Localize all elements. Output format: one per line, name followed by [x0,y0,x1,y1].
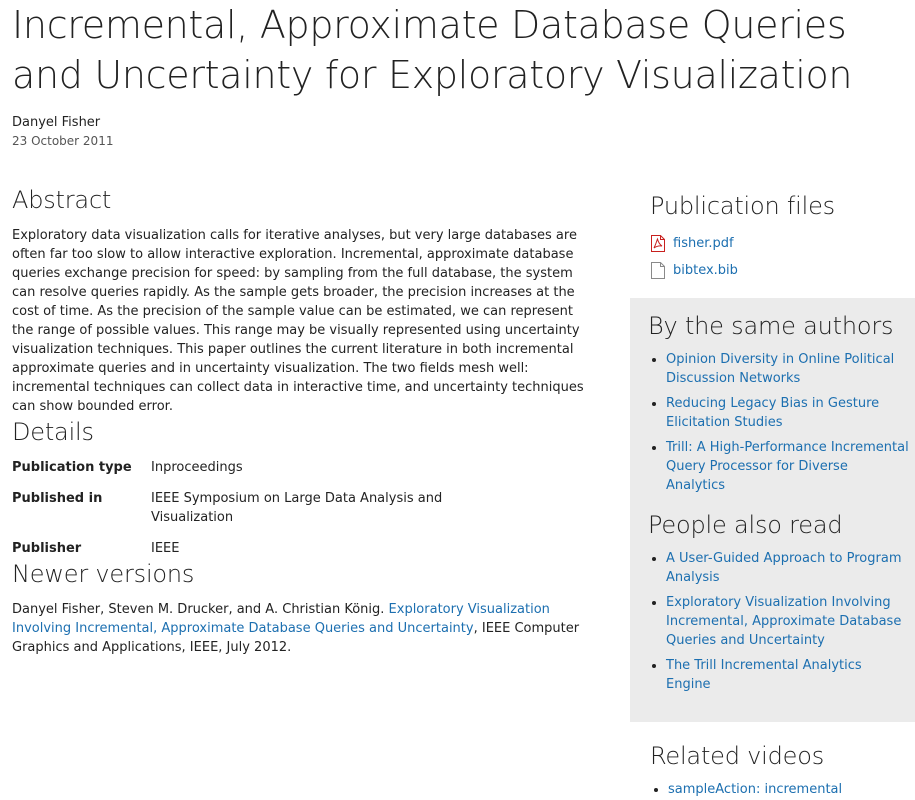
abstract-heading: Abstract [12,186,112,214]
publication-date: 23 October 2011 [12,134,114,148]
details-row [12,489,471,527]
citation-authors: Danyel Fisher, Steven M. Drucker, and A. Christian König. [12,602,389,617]
newer-versions-heading: Newer versions [12,560,195,588]
related-videos-list [650,780,910,799]
details-heading: Details [12,418,94,446]
list-item [668,780,910,799]
details-row [12,458,471,477]
related-videos-heading: Related videos [650,742,825,770]
details-label: Published in [12,491,103,506]
publication-files-section [650,190,910,284]
list-item [666,549,910,587]
file-link-pdf[interactable]: fisher.pdf [673,236,734,251]
file-item[interactable] [650,230,910,257]
also-read-link[interactable]: A User-Guided Approach to Program Analysis [666,551,902,585]
details-row [12,539,471,558]
author-name: Danyel Fisher [12,115,101,130]
citation-suffix: , IEEE Computer Graphics and Applications, IEEE, July 2012. [12,621,580,655]
pdf-file-icon [650,235,673,253]
same-authors-link[interactable]: Trill: A High-Performance Incremental Query Processor for Diverse Analytics [666,440,909,493]
same-authors-link[interactable]: Opinion Diversity in Online Political Discussion Networks [666,352,895,386]
people-also-read-list [648,549,910,694]
page-title: Incremental, Approximate Database Queries and Uncertainty for Exploratory Visualization [12,3,853,97]
also-read-link[interactable]: Exploratory Visualization Involving Incremental, Approximate Database Queries and Uncertainty [666,595,902,648]
same-authors-link[interactable]: Reducing Legacy Bias in Gesture Elicitation Studies [666,396,880,430]
main-content [12,184,597,657]
list-item [666,394,910,432]
file-link-bib[interactable]: bibtex.bib [673,263,738,278]
same-authors-heading: By the same authors [648,312,894,340]
publication-files-heading: Publication files [650,192,835,220]
people-also-read-heading: People also read [648,511,843,539]
newer-version-citation [12,600,592,657]
details-label: Publisher [12,541,82,556]
file-item[interactable] [650,257,910,284]
list-item [666,350,910,388]
details-table [12,458,471,558]
same-authors-list [648,350,910,495]
related-sidebar [630,298,915,722]
details-label: Publication type [12,460,132,475]
list-item [666,656,910,694]
related-videos-section [650,740,910,799]
text-file-icon [650,262,673,280]
related-video-link[interactable]: sampleAction: incremental [668,782,843,797]
details-value: IEEE [151,541,180,556]
also-read-link[interactable]: The Trill Incremental Analytics Engine [666,658,862,692]
newer-version-link[interactable]: Exploratory Visualization Involving Incremental, Approximate Database Queries and Uncertainty [12,602,550,636]
list-item [666,593,910,650]
details-value: Inproceedings [151,460,243,475]
list-item [666,438,910,495]
abstract-text: Exploratory data visualization calls for iterative analyses, but very large databases are often far too slow to allow interactive exploration. Incremental, approximate database queries exchange precision for speed: by sampling from the full database, the system can resolve queries rapidly. As the sample gets broader, the precision increases at the cost of time. As the precision of the sample value can be estimated, we can represent the range of possible values. This range may be visually represented using uncertainty visualization techniques. This paper outlines the current literature in both incremental approximate queries and in uncertainty visualization. The two fields mesh well: incremental techniques can collect data in interactive time, and uncertainty techniques can show bounded error. [12,228,584,414]
details-value: IEEE Symposium on Large Data Analysis and Visualization [151,491,443,525]
